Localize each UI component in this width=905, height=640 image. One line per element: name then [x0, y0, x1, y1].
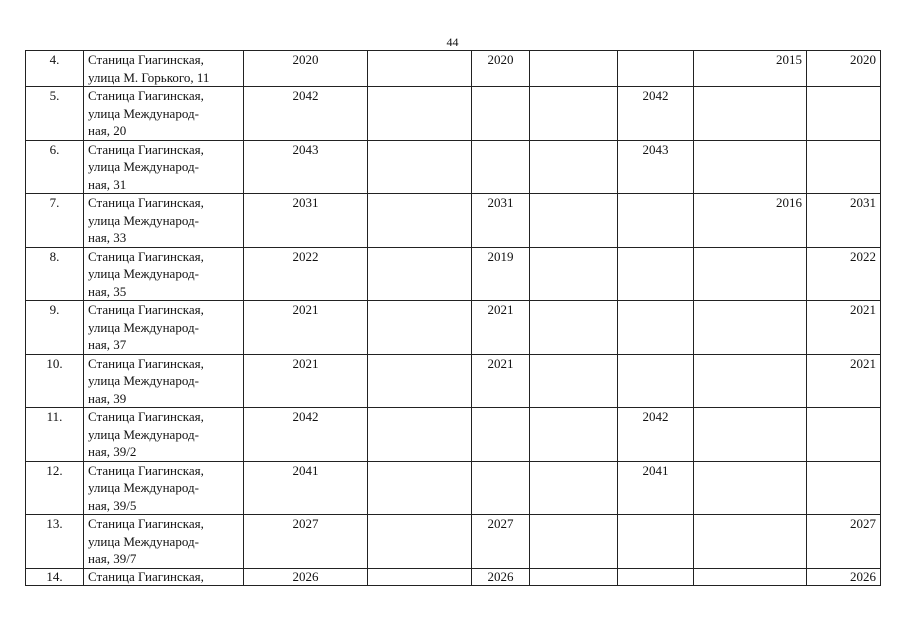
- table-row: [26, 301, 881, 355]
- address-line: улица Международ-: [88, 319, 199, 335]
- address-line: улица Международ-: [88, 426, 199, 442]
- year-cell-c1: 2022: [244, 247, 368, 301]
- year-cell-c3: [472, 408, 530, 462]
- address-line: улица Международ-: [88, 159, 199, 174]
- address-cell: [84, 568, 244, 585]
- year-cell-c3: 2019: [472, 247, 530, 301]
- address-line: Станица Гиагинская,: [88, 248, 204, 264]
- year-cell-c1: 2043: [244, 140, 368, 194]
- address-line: ная, 37: [88, 337, 127, 352]
- year-cell-c3: 2021: [472, 354, 530, 408]
- year-cell-c1: 2026: [244, 568, 368, 585]
- table-row: [26, 408, 881, 462]
- address-cell: [84, 247, 244, 301]
- year-cell-c7: 2026: [807, 568, 881, 585]
- year-cell-c7: 2022: [807, 247, 881, 301]
- year-cell-c4: [530, 301, 618, 355]
- year-cell-c2: [368, 354, 472, 408]
- year-cell-c1: 2027: [244, 515, 368, 569]
- year-cell-c5: 2042: [618, 87, 694, 141]
- address-cell: [84, 87, 244, 141]
- year-cell-c2: [368, 461, 472, 515]
- address-cell: [84, 140, 244, 194]
- year-cell-c2: [368, 515, 472, 569]
- address-line: Станица Гиагинская,: [88, 409, 204, 424]
- year-cell-c4: [530, 87, 618, 141]
- address-line: ная, 39/7: [88, 551, 137, 566]
- row-number: 12.: [26, 461, 84, 515]
- year-cell-c4: [530, 140, 618, 194]
- year-cell-c2: [368, 301, 472, 355]
- address-line: Станица Гиагинская,: [88, 52, 204, 67]
- address-cell: [84, 194, 244, 248]
- year-cell-c5: 2041: [618, 461, 694, 515]
- year-cell-c2: [368, 568, 472, 585]
- year-cell-c5: [618, 354, 694, 408]
- table-row: [26, 140, 881, 194]
- table-body: [26, 51, 881, 586]
- year-cell-c6: [694, 87, 807, 141]
- address-line: ная, 20: [88, 123, 127, 138]
- year-cell-c6: [694, 301, 807, 355]
- year-cell-c2: [368, 247, 472, 301]
- year-cell-c7: [807, 87, 881, 141]
- year-cell-c5: [618, 568, 694, 585]
- address-line: улица Международ-: [88, 105, 199, 121]
- address-line: Станица Гиагинская,: [88, 462, 204, 478]
- year-cell-c5: 2042: [618, 408, 694, 462]
- address-cell: [84, 301, 244, 355]
- year-cell-c6: [694, 247, 807, 301]
- row-number: 5.: [26, 87, 84, 141]
- year-cell-c3: [472, 461, 530, 515]
- address-cell: [84, 354, 244, 408]
- year-cell-c5: [618, 247, 694, 301]
- year-cell-c7: [807, 461, 881, 515]
- year-cell-c7: 2020: [807, 51, 881, 87]
- year-cell-c2: [368, 194, 472, 248]
- address-cell: [84, 515, 244, 569]
- address-line: Станица Гиагинская,: [88, 516, 204, 531]
- year-cell-c7: 2027: [807, 515, 881, 569]
- address-line: улица Международ-: [88, 266, 199, 281]
- address-line: улица Международ-: [88, 212, 199, 228]
- row-number: 9.: [26, 301, 84, 355]
- address-line: ная, 33: [88, 230, 127, 245]
- year-cell-c7: 2031: [807, 194, 881, 248]
- address-line: улица Международ-: [88, 373, 199, 388]
- row-number: 11.: [26, 408, 84, 462]
- year-cell-c3: 2020: [472, 51, 530, 87]
- year-cell-c1: 2020: [244, 51, 368, 87]
- year-cell-c3: 2026: [472, 568, 530, 585]
- year-cell-c6: 2016: [694, 194, 807, 248]
- year-cell-c6: [694, 461, 807, 515]
- address-cell: [84, 408, 244, 462]
- year-cell-c5: [618, 515, 694, 569]
- table-row: [26, 247, 881, 301]
- year-cell-c4: [530, 461, 618, 515]
- table-row: [26, 461, 881, 515]
- year-cell-c1: 2031: [244, 194, 368, 248]
- address-line: ная, 39/5: [88, 497, 137, 513]
- year-cell-c6: 2015: [694, 51, 807, 87]
- year-cell-c2: [368, 51, 472, 87]
- year-cell-c7: 2021: [807, 301, 881, 355]
- year-cell-c6: [694, 515, 807, 569]
- address-line: Станица Гиагинская,: [88, 195, 204, 210]
- table-row: [26, 354, 881, 408]
- year-cell-c2: [368, 140, 472, 194]
- year-cell-c5: [618, 51, 694, 87]
- page-number: 44: [446, 35, 459, 49]
- table-row: [26, 194, 881, 248]
- row-number: 7.: [26, 194, 84, 248]
- year-cell-c4: [530, 247, 618, 301]
- schedule-table: [25, 50, 881, 586]
- row-number: 10.: [26, 354, 84, 408]
- year-cell-c1: 2042: [244, 87, 368, 141]
- year-cell-c2: [368, 87, 472, 141]
- table-row: [26, 568, 881, 585]
- address-line: ная, 31: [88, 176, 127, 192]
- year-cell-c1: 2042: [244, 408, 368, 462]
- address-line: Станица Гиагинская,: [88, 88, 204, 103]
- address-line: Станица Гиагинская,: [88, 355, 204, 371]
- year-cell-c4: [530, 51, 618, 87]
- row-number: 13.: [26, 515, 84, 569]
- year-cell-c4: [530, 354, 618, 408]
- year-cell-c3: 2021: [472, 301, 530, 355]
- year-cell-c3: 2027: [472, 515, 530, 569]
- address-line: Станица Гиагинская,: [88, 568, 204, 584]
- address-line: ная, 39: [88, 390, 127, 406]
- year-cell-c5: [618, 194, 694, 248]
- year-cell-c7: 2021: [807, 354, 881, 408]
- year-cell-c3: 2031: [472, 194, 530, 248]
- year-cell-c4: [530, 515, 618, 569]
- row-number: 8.: [26, 247, 84, 301]
- row-number: 14.: [26, 568, 84, 585]
- table-row: [26, 51, 881, 87]
- year-cell-c6: [694, 354, 807, 408]
- address-line: улица Международ-: [88, 480, 199, 495]
- year-cell-c3: [472, 87, 530, 141]
- year-cell-c4: [530, 568, 618, 585]
- year-cell-c7: [807, 140, 881, 194]
- year-cell-c5: 2043: [618, 140, 694, 194]
- table-row: [26, 87, 881, 141]
- year-cell-c6: [694, 140, 807, 194]
- address-cell: [84, 461, 244, 515]
- address-line: улица М. Горького, 11: [88, 69, 210, 85]
- address-line: ная, 35: [88, 283, 127, 299]
- year-cell-c3: [472, 140, 530, 194]
- year-cell-c2: [368, 408, 472, 462]
- table-row: [26, 515, 881, 569]
- address-cell: [84, 51, 244, 87]
- year-cell-c1: 2041: [244, 461, 368, 515]
- year-cell-c1: 2021: [244, 354, 368, 408]
- address-line: Станица Гиагинская,: [88, 302, 204, 317]
- year-cell-c5: [618, 301, 694, 355]
- address-line: ная, 39/2: [88, 444, 137, 459]
- year-cell-c6: [694, 568, 807, 585]
- year-cell-c4: [530, 194, 618, 248]
- address-line: Станица Гиагинская,: [88, 141, 204, 157]
- address-line: улица Международ-: [88, 533, 199, 549]
- year-cell-c1: 2021: [244, 301, 368, 355]
- year-cell-c4: [530, 408, 618, 462]
- row-number: 4.: [26, 51, 84, 87]
- year-cell-c6: [694, 408, 807, 462]
- year-cell-c7: [807, 408, 881, 462]
- row-number: 6.: [26, 140, 84, 194]
